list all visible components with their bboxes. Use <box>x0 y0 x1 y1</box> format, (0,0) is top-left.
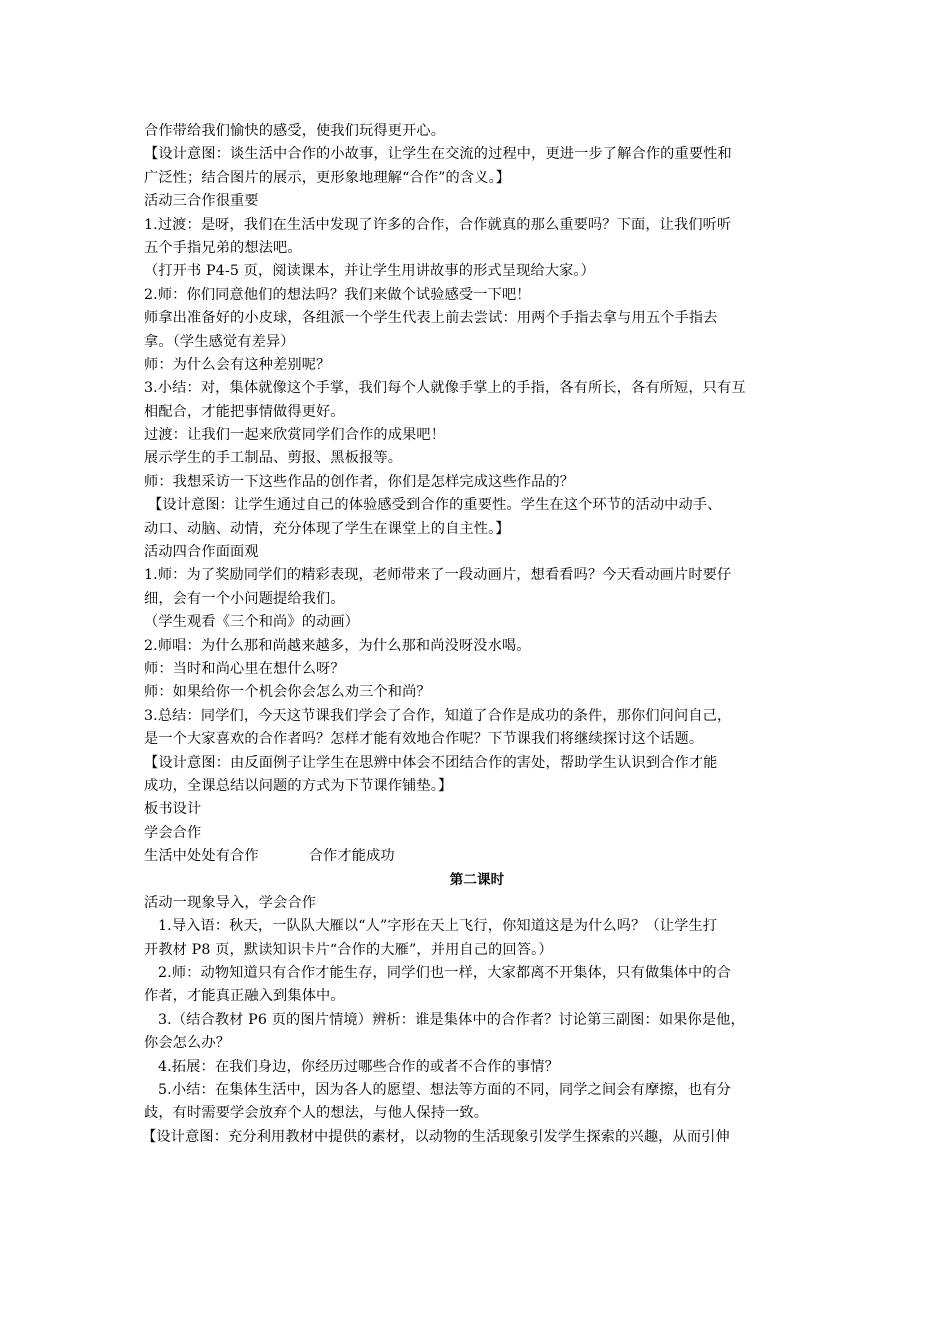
text-line: 师：当时和尚心里在想什么呀？ <box>144 660 345 677</box>
activity-title: 活动三合作很重要 <box>144 193 259 210</box>
board-left-item: 生活中处处有合作 <box>144 848 259 865</box>
text-line: 细，会有一个小问题提给我们。 <box>144 590 345 607</box>
text-line: 师：为什么会有这种差别呢？ <box>144 356 331 373</box>
text-line: 3.小结：对，集体就像这个手掌，我们每个人就像手掌上的手指，各有所长，各有所短，只有互 <box>144 380 746 397</box>
design-intent-line: 动口、动脑、动情，充分体现了学生在课堂上的自主性。】 <box>144 520 510 537</box>
text-line: 师拿出准备好的小皮球，各组派一个学生代表上前去尝试：用两个手指去拿与用五个手指去 <box>144 310 718 327</box>
text-line: 2.师：你们同意他们的想法吗？我们来做个试验感受一下吧！ <box>144 286 531 303</box>
text-line: 是一个大家喜欢的合作者吗？怎样才能有效地合作呢？下节课我们将继续探讨这个话题。 <box>144 731 704 748</box>
text-line: 相配合，才能把事情做得更好。 <box>144 403 345 420</box>
design-intent-line: 【设计意图：充分利用教材中提供的素材，以动物的生活现象引发学生探索的兴趣，从而引伸 <box>142 1128 730 1145</box>
text-line: 5.小结：在集体生活中，因为各人的愿望、想法等方面的不同，同学之间会有摩擦，也有分 <box>158 1082 732 1099</box>
text-line: 1.过渡：是呀，我们在生活中发现了许多的合作，合作就真的那么重要吗？下面，让我们听听 <box>144 216 732 233</box>
board-design-row <box>144 845 810 868</box>
text-line: 1.导入语：秋天，一队队大雁以“人”字形在天上飞行，你知道这是为什么吗？（让学生打 <box>158 918 718 935</box>
design-intent-line: 【设计意图：由反面例子让学生在思辨中体会不团结合作的害处，帮助学生认识到合作才能 <box>144 754 718 771</box>
text-line: 2.师：动物知道只有合作才能生存，同学们也一样，大家都离不开集体，只有做集体中的合 <box>158 965 732 982</box>
text-line: 4.拓展：在我们身边，你经历过哪些合作的或者不合作的事情？ <box>158 1058 559 1075</box>
text-line: 师：我想采访一下这些作品的创作者，你们是怎样完成这些作品的？ <box>144 473 575 490</box>
design-intent-line: 成功，全课总结以问题的方式为下节课作铺垫。】 <box>144 777 453 794</box>
text-line: 歧，有时需要学会放弃个人的想法，与他人保持一致。 <box>144 1105 489 1122</box>
design-intent-line: 【设计意图：让学生通过自己的体验感受到合作的重要性。学生在这个环节的活动中动手、 <box>148 497 722 514</box>
text-line: 作者，才能真正融入到集体中。 <box>144 988 345 1005</box>
text-line: （学生观看《三个和尚》的动画） <box>144 614 360 631</box>
text-line: 拿。（学生感觉有差异） <box>144 333 295 350</box>
board-right-item: 合作才能成功 <box>308 848 395 865</box>
text-line: （打开书 P4-5 页，阅读课本，并让学生用讲故事的形式呈现给大家。） <box>144 263 596 280</box>
text-line: 师：如果给你一个机会你会怎么劝三个和尚？ <box>144 684 431 701</box>
text-line: 展示学生的手工制品、剪报、黑板报等。 <box>144 450 403 467</box>
design-intent-line: 广泛性；结合图片的展示，更形象地理解“合作”的含义。】 <box>144 169 511 186</box>
board-design-title: 板书设计 <box>144 801 202 818</box>
text-line: 3.（结合教材 P6 页的图片情境）辨析：谁是集体中的合作者？讨论第三副图：如果你是他， <box>158 1011 745 1028</box>
text-line: 你会怎么办？ <box>144 1035 231 1052</box>
text-line: 合作带给我们愉快的感受，使我们玩得更开心。 <box>144 123 446 139</box>
text-line: 过渡：让我们一起来欣赏同学们合作的成果吧！ <box>144 427 446 444</box>
text-line: 1.师：为了奖励同学们的精彩表现，老师带来了一段动画片，想看看吗？今天看动画片时要仔 <box>144 567 732 584</box>
activity-title: 活动四合作面面观 <box>144 544 259 561</box>
text-line: 五个手指兄弟的想法吧。 <box>144 239 302 256</box>
document-body <box>144 120 810 1149</box>
section-heading: 第二课时 <box>449 871 505 888</box>
text-line: 3.总结：同学们，今天这节课我们学会了合作，知道了合作是成功的条件，那你们问问自己， <box>144 707 732 724</box>
design-intent-line: 【设计意图：谈生活中合作的小故事，让学生在交流的过程中，更进一步了解合作的重要性和 <box>144 146 732 163</box>
activity-title: 活动一现象导入，学会合作 <box>144 894 317 911</box>
board-design-topic: 学会合作 <box>144 824 202 841</box>
text-line: 开教材 P8 页，默读知识卡片“合作的大雁”，并用自己的回答。） <box>144 941 553 958</box>
text-line: 2.师唱：为什么那和尚越来越多，为什么那和尚没呀没水喝。 <box>144 637 531 654</box>
